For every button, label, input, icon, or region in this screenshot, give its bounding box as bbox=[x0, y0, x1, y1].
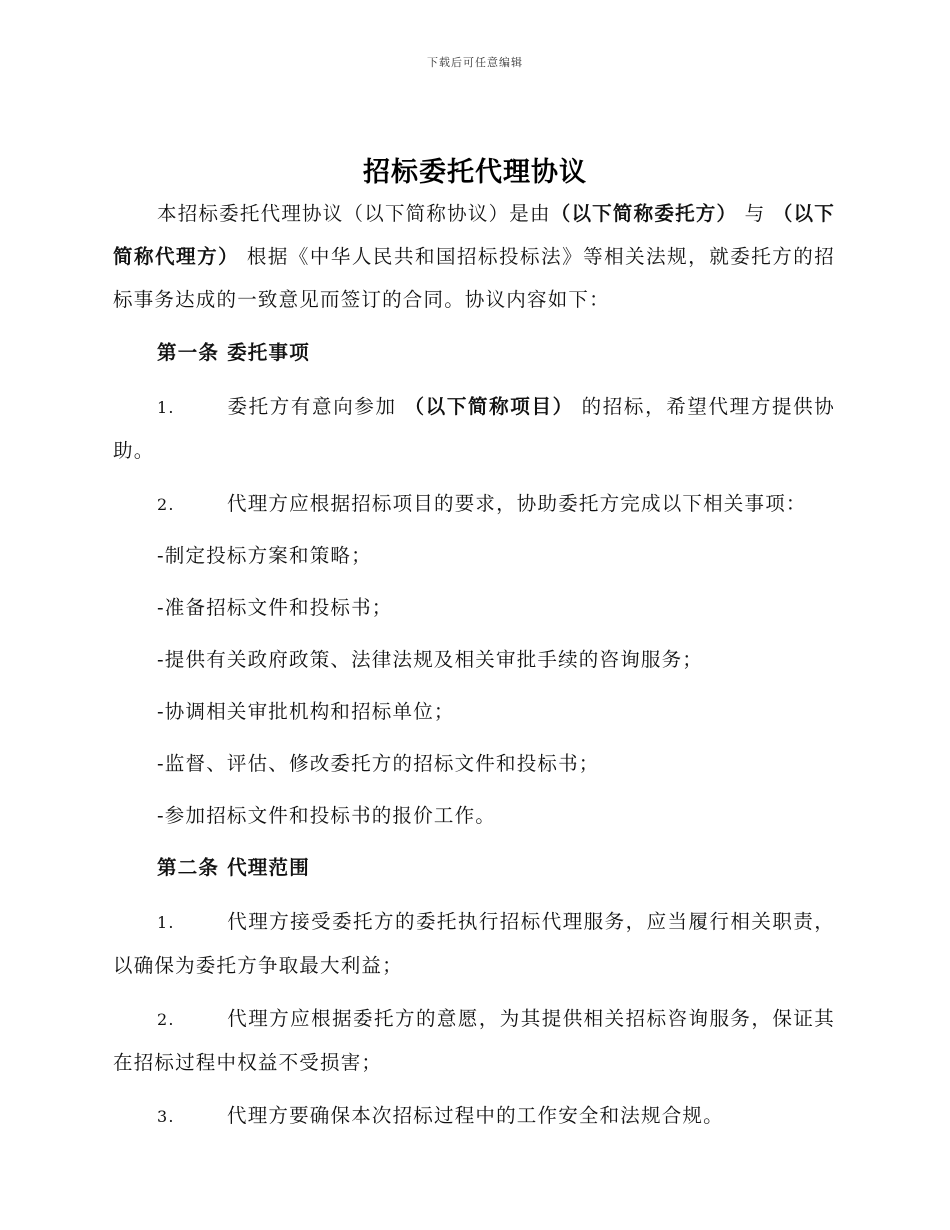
article1-item2 bbox=[113, 476, 835, 530]
document-body bbox=[113, 192, 835, 1142]
intro-text-1: 本招标委托代理协议（以下简称协议）是由 bbox=[157, 202, 551, 225]
bullet-item: -参加招标文件和投标书的报价工作。 bbox=[157, 804, 496, 827]
bullet-item: -协调相关审批机构和招标单位； bbox=[157, 700, 455, 723]
article1-item1-bold-project: （以下简称项目） bbox=[404, 395, 574, 418]
bullet-item: -准备招标文件和投标书； bbox=[157, 596, 393, 619]
article2-item2-number: 2. bbox=[157, 1010, 175, 1029]
article1-heading: 第一条 委托事项 bbox=[157, 341, 310, 364]
article2-item2-text: 代理方应根据委托方的意愿，为其提供相关招标咨询服务，保证其在招标过程中权益不受损害； bbox=[113, 1007, 835, 1074]
bullet-item: -提供有关政府政策、法律法规及相关审批手续的咨询服务； bbox=[157, 648, 703, 671]
intro-text-2: 与 bbox=[744, 202, 766, 225]
intro-bold-client: （以下简称委托方） bbox=[550, 202, 738, 225]
article2-item1-number: 1. bbox=[157, 913, 175, 932]
article2-item3 bbox=[113, 1088, 835, 1142]
bullet-item: -制定投标方案和策略； bbox=[157, 544, 372, 567]
article1-item1-number: 1. bbox=[157, 398, 175, 417]
intro-paragraph bbox=[113, 192, 835, 321]
article1-item1-text-2: 的招标，希望代理方提供协助。 bbox=[113, 395, 835, 462]
intro-text-3: 根据《中华人民共和国招标投标法》等相关法规，就委托方的招标事务达成的一致意见而签订的合同。协议内容如下： bbox=[113, 245, 835, 311]
intro-bold-agent: （以下简称代理方） bbox=[113, 202, 835, 268]
bullet-item: -监督、评估、修改委托方的招标文件和投标书； bbox=[157, 752, 600, 775]
article2-item3-text: 代理方要确保本次招标过程中的工作安全和法规合规。 bbox=[227, 1104, 724, 1127]
document-title: 招标委托代理协议 bbox=[363, 157, 587, 188]
article1-item2-number: 2. bbox=[157, 495, 175, 514]
article1-item1-text-1: 委托方有意向参加 bbox=[227, 395, 397, 418]
article2-item1 bbox=[113, 894, 835, 991]
article1-item1 bbox=[113, 379, 835, 476]
article2-item1-text: 代理方接受委托方的委托执行招标代理服务，应当履行相关职责，以确保为委托方争取最大利益； bbox=[113, 910, 835, 977]
article2-item3-number: 3. bbox=[157, 1107, 175, 1126]
article2-heading: 第二条 代理范围 bbox=[157, 856, 310, 879]
article2-item2 bbox=[113, 991, 835, 1088]
page-header-note: 下载后可任意编辑 bbox=[427, 56, 523, 69]
article1-item2-text: 代理方应根据招标项目的要求，协助委托方完成以下相关事项： bbox=[227, 492, 807, 515]
